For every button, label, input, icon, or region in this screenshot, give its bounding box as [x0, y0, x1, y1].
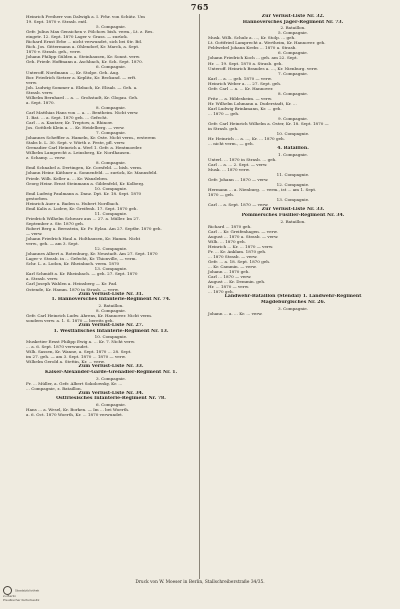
entry-line: Schr. L. a. Lodon, Kr. Rheinbach. verm. 1870	[26, 261, 120, 267]
entry-line: Karl ... a. ... geh. 1870 — verw.	[208, 75, 272, 81]
section-heading: Zur Verlust-Liste Nr. 33.	[261, 207, 325, 213]
company-heading: 8. Compagnie.	[277, 90, 309, 96]
entry-line: August ... Kr. Demmin. geh.	[208, 279, 266, 285]
entry-line: Friedr. Wilh. Keller a. ... Kr. Wanzleben.	[26, 175, 109, 181]
entry-line: Emil Ludwig Paulmann a. Danz. Dpt. Kr. 18. Sept. 1870	[26, 190, 142, 196]
entry-line: ... 1870 — geh.	[208, 110, 240, 116]
company-heading: 12. Compagnie.	[276, 182, 310, 188]
entry-line: Gefr. Julius Max Gensichen v. Pölchow. bish. verm., Lt. z. Res.	[26, 29, 154, 35]
company-heading: 5. Compagnie.	[95, 24, 127, 30]
entry-line: 19. Sept. 1870 v. Strasb. entl.	[26, 19, 88, 25]
stamp-line-1: Staatsbibliothek	[14, 588, 40, 593]
company-heading: 3. Compagnie.	[95, 375, 127, 381]
entry-line: Richard ... 1870 geh.	[208, 223, 252, 229]
entry-line: in Strasb. geh.	[208, 126, 239, 132]
entry-line: Johann ... 1870 geh.	[208, 269, 250, 275]
entry-line: Wilhelm Bernhard ... a. ... Grohstadt, Kr. Glogau. Geh.	[26, 94, 139, 100]
entry-line: Rich. Jos. Gittermann a. Ohlendorf, Kr. Marck, a. Sept.	[26, 44, 140, 50]
entry-line: Hr. ... 1870 — verw.	[208, 284, 250, 290]
entry-line: Stabs b. L. 30. Sept. v. Wörth z. Feste, pfl. verw.	[26, 140, 126, 146]
entry-line: Georg Heinr. Ernst Steinmann a. Gildenfeld, Kr. Kolberg.	[26, 180, 145, 186]
entry-line: ... a. 6. Sept. 1870 verwundet.	[26, 344, 89, 350]
section-heading: Zum Verlust-Liste Nr. 34.	[78, 390, 144, 396]
entry-line: Heinrich Auer a. Baden u. Hubert Nordbach.	[26, 200, 120, 206]
entry-line: a. Strasb. verw.	[26, 276, 59, 282]
entry-line: im 27. geh. — am 3. Sept. 1870 ... 1870 — verw.	[26, 354, 126, 360]
entry-line: Karl Schmidt a. Kr. Rheinbach. — geh. 27. Sept. 1870	[26, 271, 138, 277]
company-heading: 3. Compagnie.	[277, 305, 309, 311]
entry-line: ... Kr. Cammin. — verw.	[208, 264, 257, 270]
column-right	[203, 14, 383, 316]
entry-line: Friedrich Wilhelm Schwarz aus ... 27. a. Müller. Im 27.	[26, 215, 140, 221]
entry-line: Johann Heinr. Käthner a. Sonnenfeld. — zurück, Kr. Mannsfeld.	[26, 170, 158, 176]
entry-line: Joh. Ludwig Sommer a. Elzbach, Kr. Elisab. — Geh. a.	[26, 84, 138, 90]
entry-line: Lt. Gottfried Lamprecht a. Wertheim, Kr. Hannover. geh.	[208, 40, 326, 46]
company-heading: 7. Compagnie.	[95, 130, 127, 136]
entry-line: gestorben.	[26, 195, 49, 201]
column-left	[21, 14, 201, 417]
entry-line: Gefr. Carl Heinrich Ludw. Ahrens, Kr. Hannover. Nicht verm.	[26, 312, 153, 318]
section-heading: 1. Hannoversches Infanterie-Regiment Nr. 74.	[51, 297, 171, 303]
entry-line: Richard Ernst Erbe ... nicht verwundet, sich bei Str. Bd.	[26, 39, 143, 45]
entry-line: Fr. ... Müller, a. Gefr. Albert Sokolowsky, Kr. ...	[26, 380, 123, 386]
company-heading: 1. Compagnie.	[277, 151, 309, 157]
entry-line: Feldwebel Johann Krebs ... 1870 a. Strasb.	[208, 45, 297, 51]
company-heading: 13. Compagnie.	[276, 197, 310, 203]
entry-line: Musketier Ernst Philipp Ewig a. ... Kr. 7. Nicht verw.	[26, 339, 136, 345]
entry-line: Geh. Friedr. Hoffmann a. Aschbach, Kr. Sch. Sept. 1870.	[26, 59, 143, 65]
company-heading: 2. Bataillon.	[280, 218, 306, 224]
column-divider	[199, 14, 200, 579]
entry-line: Johann ... a. ... Kr. ... verw.	[208, 310, 263, 316]
entry-line: Wilh. ... 1870 geh.	[208, 238, 246, 244]
entry-line: a. 6. Oct. 1870 Woerth, Kr. ... 1870 verwundet.	[26, 412, 124, 418]
entry-line: Strasb. verw.	[26, 89, 54, 95]
entry-line: Musk. ... 1870 verw.	[208, 167, 250, 173]
section-heading: Zur Verlust-Liste Nr. 32.	[261, 14, 325, 19]
entry-line: Hermann ... a. Nienburg. ... verm., ist ... am 1. Sept.	[208, 187, 317, 193]
entry-line: Carl ... Kr. Greifenhagen. — verw.	[208, 228, 278, 234]
entry-line: Unteroff. Nordmann ..., Kr. Stolpe. Geh. Aug.	[26, 69, 120, 75]
entry-line: ... Compagnie, z. Bataillon.	[26, 385, 82, 391]
printer-footer: Druck von W. Moeser in Berlin, Stallschreiberstraße 34/35.	[135, 580, 265, 585]
entry-line: Robert Berg a. Bernstein, Kr. Pr. Eylau. Am 27. Septbr. 1870 geh.	[26, 225, 162, 231]
section-heading: 1. Westfälisches Infanterie-Regiment Nr. 13.	[53, 328, 169, 334]
entry-line: Musk. Wilh. Schulz a. ..., Kr. Stolp. ... geh.	[208, 35, 296, 41]
company-heading: 7. Compagnie.	[277, 70, 309, 76]
entry-line: Emil Kalis a. Lodew, Kr. Greifenh. 17. Sept. 1870 geh.	[26, 205, 138, 211]
entry-line: a. Sept. 1870.	[26, 99, 55, 105]
company-heading: 10. Compagnie.	[94, 185, 128, 191]
entry-line: Jos. Gottlieb Klein a. ... Kr. Heidelberg. — verw.	[26, 125, 125, 131]
section-heading: 4. Bataillon.	[277, 146, 309, 152]
entry-line: z. Schamy. — verw.	[26, 155, 66, 161]
entry-line: eingetr. 12. Sept. 1870 Lager v. Grass. — zurück.	[26, 34, 129, 40]
entry-line: Hr. ... 19. Sept. 1870 a. Strasb. geh.	[208, 60, 283, 66]
company-heading: 6. Compagnie.	[95, 401, 127, 407]
section-heading: Zum Verlust-Liste Nr. 27.	[78, 322, 144, 328]
company-heading: 12. Compagnie.	[94, 246, 128, 252]
entry-line: Fr. ... Kr. Anklam. 1870 geh.	[208, 248, 267, 254]
company-heading: 6. Compagnie.	[277, 50, 309, 56]
entry-line: Wilh. Sassen, Kr. Wanne, a. Sept. 1870 ... 28. Sept.	[26, 349, 132, 355]
company-heading: 13. Compagnie.	[94, 266, 128, 272]
entry-line: Johannes Scheffler a. Hameln, Kr. Oste. Nicht verm., ersterem	[26, 135, 156, 141]
entry-line: 1870 v. Strasb. geh., verw.	[26, 49, 81, 55]
entry-line: Ostende, Kr. Hamm. 1870 in Strasb. — verw.	[26, 286, 119, 292]
section-heading: Magdeburgisches Nr. 26.	[260, 299, 326, 305]
entry-line: September z. Str. 1870 geh.	[26, 220, 85, 226]
section-heading: Zum Verlust-Liste Nr. 33.	[78, 364, 144, 370]
company-heading: 10. Compagnie.	[94, 334, 128, 340]
entry-line: Heinrich ... Kr. ... 1870 — verw.	[208, 243, 274, 249]
entry-line: 1. Bat. ... a. Sept. 1870 geh. ... Gefecht.	[26, 114, 108, 120]
entry-line: Heinrich Freiherr von Dalwigk a. I. Frhr. von Schütz. Um	[26, 14, 145, 19]
entry-line: Unteroff. Heinrich Brandes a. ..., Kr. Nienburg. verw.	[208, 65, 318, 71]
entry-line: Fritz ... a. Hildesheim. — verw.	[208, 95, 273, 101]
section-heading: Pommersches Füsilier-Regiment Nr. 34.	[241, 213, 345, 219]
entry-line: Carl Joseph Wahlen a. Heinsberg — Kr. Pad.	[26, 281, 118, 287]
company-heading: 5. Compagnie.	[277, 30, 309, 36]
entry-line: Bor. Friedrich Sietzer a. Keplitz, Kr. Beckund. — erft.	[26, 74, 137, 80]
company-heading: 2. Bataillon.	[98, 302, 124, 308]
entry-line: Lager v. Strasb. in ... Gefecht, Kr. Thionville, — verm.	[26, 256, 137, 262]
stamp-line-3: Preußischer Kulturbesitz	[3, 597, 40, 602]
entry-line: Carl ... a. ... 2. Sept. — verw.	[208, 162, 268, 167]
entry-line: Johannes Albert a. Rotenburg, Kr. Neustadt. Am 27. Sept. 1870	[26, 251, 158, 257]
entry-line: Gefr. Johann ... 1870 — verw.	[208, 177, 269, 183]
entry-line: Gefr. Carl ... a. ... Kr. Hannover.	[208, 85, 274, 91]
entry-line: Johann Philipp Gülden a. Steinhausen, Kr. Sonnt. verw.	[26, 54, 141, 60]
entry-line: Grenadier Carl Heinrich a. Werl 1. Gefr. a. Hentmoeder.	[26, 145, 143, 151]
company-heading: 8. Compagnie.	[95, 104, 127, 110]
company-heading: 2. Bataillon.	[280, 25, 306, 31]
entry-line: Unterl. ... 1870 in Strasb. ... geh.	[208, 156, 277, 162]
section-heading: Zum Verlust-Liste Nr. 31.	[78, 291, 144, 297]
company-heading: 6. Compagnie.	[95, 64, 127, 70]
entry-line: verw.	[26, 79, 38, 85]
entry-line: sondern verw. a. 1. S. 1870 — bereits geh.	[26, 317, 114, 323]
company-heading: 9. Compagnie.	[277, 116, 309, 122]
entry-line: Heinrich Weber a. ... 27. Sept. geh.	[208, 80, 282, 86]
library-stamp	[3, 586, 39, 602]
entry-line: Gefr. Carl Heinrich Wilhelm a. Oster, Kr. 18. Sept. 1870 —	[208, 121, 329, 127]
company-heading: 8. Compagnie.	[95, 160, 127, 166]
company-heading: 8. Compagnie.	[95, 307, 127, 313]
entry-line: — verw.	[26, 231, 43, 237]
entry-line: 1870 — geh.	[208, 192, 235, 198]
entry-line: Karl Ludwig Brinkmann, Kr. ... geh.	[208, 105, 282, 111]
section-heading: Landwehr-Bataillon (Stendal) 1. Landwehr-Regiment	[224, 294, 362, 300]
company-heading: 10. Compagnie.	[276, 131, 310, 137]
page-number: 765	[190, 2, 210, 12]
entry-line: August ... 1870 a. Strasb. — verw.	[208, 233, 279, 239]
entry-line: Carl ... a. Sept. 1870 — verw.	[208, 202, 269, 208]
entry-line: Emil Schnabel a. Dertingen, Kr. Coesfeld. — bish. verm.	[26, 165, 143, 171]
entry-line: Carl ... 1870 — verw.	[208, 274, 252, 280]
entry-line: Johann Friedrich Haul a. Holthausen, Kr. Hamm. Nicht	[26, 236, 141, 242]
entry-line: Hans ... a. Wesel, Kr. Borken. — Im ... bei Woerth.	[26, 406, 130, 412]
entry-line: ... nicht verm., — geh.	[208, 141, 254, 147]
entry-line: ... 1870 geh.	[208, 289, 234, 295]
entry-line: ... 1870 Strasb. — verw.	[208, 253, 258, 259]
company-heading: 11. Compagnie.	[276, 172, 310, 178]
entry-line: Wilhelm Lamprecht a. Leinsberg, Kr. Nordhausen.	[26, 150, 131, 156]
entry-line: Carl Matthias Hans von ... a. ... Bentheim. Nicht verw.	[26, 109, 139, 115]
entry-line: Hr. Heinrich ... a. ..., Kr. ... 1870 geh.	[208, 136, 285, 142]
entry-line: verw., geh. — am 3. Sept.	[26, 241, 79, 247]
entry-line: Carl ... a. Kautzer, Kr. Treptow, a. Rhinow.	[26, 119, 113, 125]
company-heading: 11. Compagnie.	[94, 210, 128, 216]
section-heading: Ostfriesisches Infanterie-Regiment Nr. 78.	[56, 396, 166, 402]
stamp-line-2: zu Berlin	[3, 594, 17, 598]
entry-line: Gefr. ... a. 18. Sept. 1870 geh.	[208, 258, 271, 264]
section-heading: Hannoversches Jäger-Regiment Nr. 73.	[242, 19, 344, 25]
entry-line: Johann Friedrich Koch ... geh. am 22. Sept.	[208, 55, 298, 61]
entry-line: Hr. Wilhelm Lohmann a. Duderstadt, Kr. ...	[208, 100, 297, 106]
entry-line: Wilhelm Gerold a. Stettin, Kr. ... verw.	[26, 359, 105, 365]
section-heading: Kaiser-Alexander-Garde-Grenadier-Regiment Nr. 1.	[44, 370, 178, 376]
